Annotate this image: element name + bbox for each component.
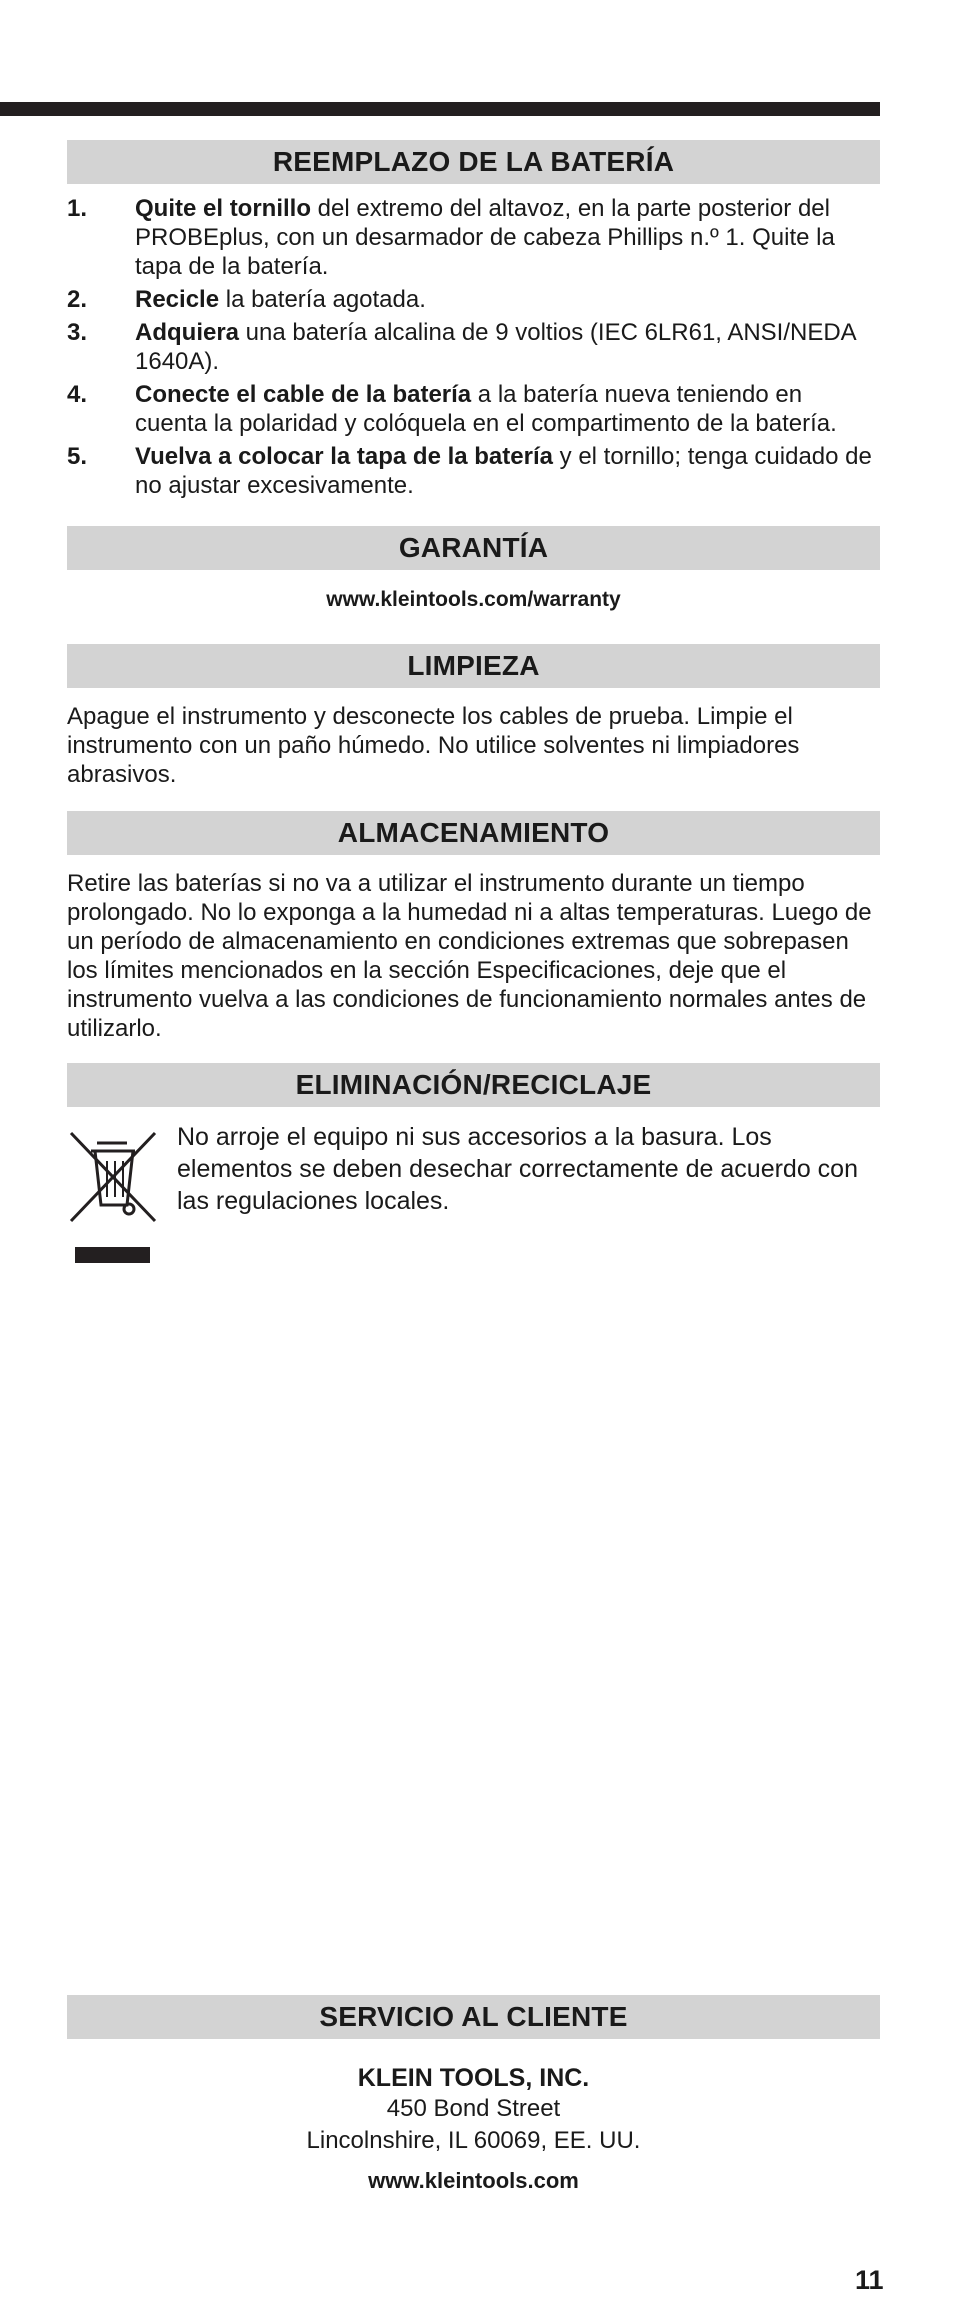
disposal-block <box>67 1121 880 1261</box>
battery-step: 4. Conecte el cable de la batería a la batería nueva teniendo en cuenta la polaridad y colóquela en el compartimento de la batería. <box>67 381 837 437</box>
cleaning-text: Apague el instrumento y desconecte los cables de prueba. Limpie el instrumento con un paño húmedo. No utilice solventes ni limpiadores abrasivos. <box>67 703 800 788</box>
crossed-out-wheelie-bin-icon <box>67 1129 159 1225</box>
bin-underline-bar <box>75 1247 150 1263</box>
customer-service <box>67 1995 880 2195</box>
battery-step: 3. Adquiera una batería alcalina de 9 voltios (IEC 6LR61, ANSI/NEDA 1640A). <box>67 319 856 375</box>
cleaning-heading: LIMPIEZA <box>67 644 880 688</box>
company-website[interactable]: www.kleintools.com <box>368 2168 579 2193</box>
storage-text: Retire las baterías si no va a utilizar el instrumento durante un tiempo prolongado. No lo exponga a la humedad ni a altas temperaturas. Luego de un período de almacenamiento en condiciones extremas que sobrepasen los límites mencionados en la sección Especificaciones, deje que el instrumento vuelva a las condiciones de funcionamiento normales antes de utilizarlo. <box>67 870 872 1042</box>
battery-step: 1. Quite el tornillo del extremo del altavoz, en la parte posterior del PROBEplus, con un desarmador de cabeza Phillips n.º 1. Quite la tapa de la batería. <box>67 195 835 280</box>
service-heading: SERVICIO AL CLIENTE <box>67 1995 880 2039</box>
company-city: Lincolnshire, IL 60069, EE. UU. <box>306 2127 641 2154</box>
top-rule <box>0 102 880 116</box>
storage-heading: ALMACENAMIENTO <box>67 811 880 855</box>
battery-heading: REEMPLAZO DE LA BATERÍA <box>67 140 880 184</box>
company-name: KLEIN TOOLS, INC. <box>357 2064 590 2092</box>
company-street: 450 Bond Street <box>386 2095 561 2122</box>
disposal-heading: ELIMINACIÓN/RECICLAJE <box>67 1063 880 1107</box>
warranty-heading: GARANTÍA <box>67 526 880 570</box>
main-content <box>67 140 880 1261</box>
disposal-text: No arroje el equipo ni sus accesorios a la basura. Los elementos se deben desechar correctamente de acuerdo con las regulaciones locales. <box>177 1123 858 1215</box>
page-number: 11 <box>855 2265 884 2295</box>
battery-step: 5. Vuelva a colocar la tapa de la batería y el tornillo; tenga cuidado de no ajustar excesivamente. <box>67 443 872 499</box>
battery-step: 2. Recicle la batería agotada. <box>67 286 426 313</box>
warranty-link[interactable]: www.kleintools.com/warranty <box>326 588 621 611</box>
battery-steps <box>67 194 880 500</box>
